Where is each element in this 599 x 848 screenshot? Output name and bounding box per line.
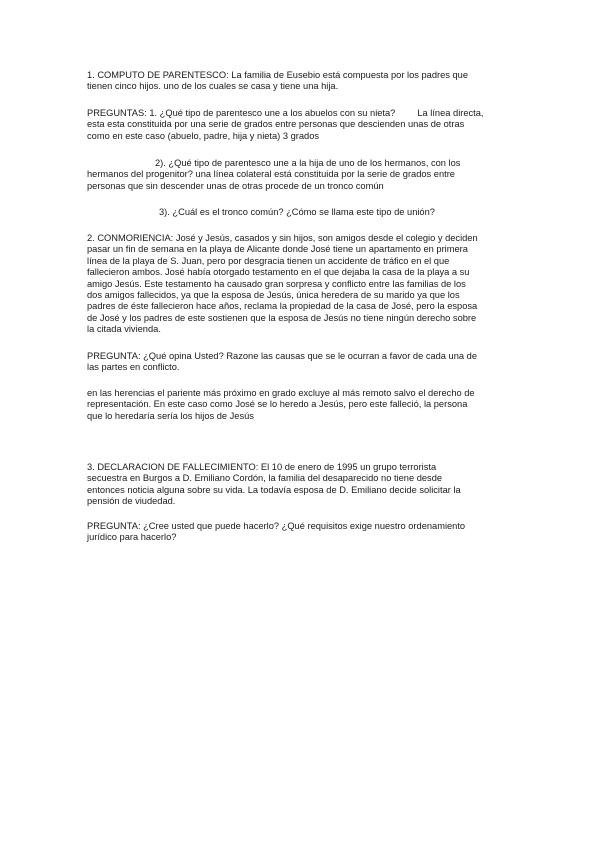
text-line: dos amigos fallecidos, ya que la esposa de Jesús, única heredera de su marido ya que los (87, 290, 460, 301)
text-line: pasar un fin de semana en la playa de Alicante donde José tiene un apartamento en primera (87, 244, 468, 255)
section-1-question-3 (87, 207, 517, 218)
section-2-question (87, 351, 517, 374)
text-line: esta esta constituida por una serie de grados entre personas que descienden unas de otras (87, 119, 465, 130)
text-line: 3). ¿Cuál es el tronco común? ¿Cómo se llama este tipo de unión? (159, 207, 435, 217)
section-1-question-2 (87, 158, 517, 192)
section-1-question-1 (87, 108, 517, 142)
section-3-heading (87, 462, 517, 508)
text-line: padres de éste fallecieron hace años, reclama la propiedad de la casa de José, pero la esposa (87, 301, 478, 312)
text-line: jurídico para hacerlo? (87, 532, 177, 543)
text-line: personas que sin descender unas de otras procede de un tronco común (87, 180, 384, 191)
text-line: 2. CONMORIENCIA: José y Jesús, casados y sin hijos, son amigos desde el colegio y deciden (87, 233, 478, 243)
text-line: hermanos del progenitor? una línea colateral está constituida por la serie de grados entre (87, 169, 455, 180)
text-line: 1. COMPUTO DE PARENTESCO: La familia de Eusebio está compuesta por los padres que (87, 70, 468, 80)
text-line: 3. DECLARACION DE FALLECIMIENTO: El 10 de enero de 1995 un grupo terrorista (87, 462, 437, 472)
text-line: como en este caso (abuelo, padre, hija y nieta) 3 grados (87, 130, 320, 141)
text-line: fallecieron ambos. José había otorgado testamento en el que dejaba la casa de la playa a su (87, 267, 470, 278)
text-line: pensión de viudedad. (87, 496, 176, 507)
text-line: línea de la playa de S. Juan, pero por desgracia tienen un accidente de tráfico en el que (87, 255, 450, 266)
text-line: PREGUNTA: ¿Cree usted que puede hacerlo? ¿Qué requisitos exige nuestro ordenamiento (87, 521, 466, 531)
text-line: que lo heredaría sería los hijos de Jesús (87, 410, 254, 421)
question-text: PREGUNTAS: 1. ¿Qué tipo de parentesco une a los abuelos con su nieta? (87, 108, 396, 118)
answer-text: La línea directa, (417, 108, 484, 118)
text-line: representación. En este caso como José se lo heredo a Jesús, pero este falleció, la persona (87, 399, 468, 410)
text-line: amigo Jesús. Este testamento ha causado gran sorpresa y conflicto entre las familias de los (87, 278, 466, 289)
text-line (87, 108, 517, 119)
text-line: de José y los padres de este sostienen que la esposa de Jesús no tiene ningún derecho sobre (87, 312, 477, 323)
text-line: la citada vivienda. (87, 324, 161, 335)
section-1-heading (87, 70, 517, 93)
text-line: tienen cinco hijos. uno de los cuales se casa y tiene una hija. (87, 81, 339, 92)
text-line: entonces noticia alguna sobre su vida. La todavía esposa de D. Emiliano decide solicitar la (87, 484, 461, 495)
text-line: PREGUNTA: ¿Qué opina Usted? Razone las causas que se le ocurran a favor de cada una de (87, 351, 477, 361)
section-2-answer (87, 388, 517, 422)
text-line: 2). ¿Qué tipo de parentesco une a la hija de uno de los hermanos, con los (155, 158, 461, 168)
text-line: las partes en conflicto. (87, 362, 180, 373)
section-3-question (87, 521, 517, 544)
text-line: en las herencias el pariente más próximo en grado excluye al más remoto salvo el derecho de (87, 388, 475, 398)
text-line: secuestra en Burgos a D. Emiliano Cordón, la familia del desaparecido no tiene desde (87, 473, 443, 484)
section-2-heading (87, 233, 517, 336)
